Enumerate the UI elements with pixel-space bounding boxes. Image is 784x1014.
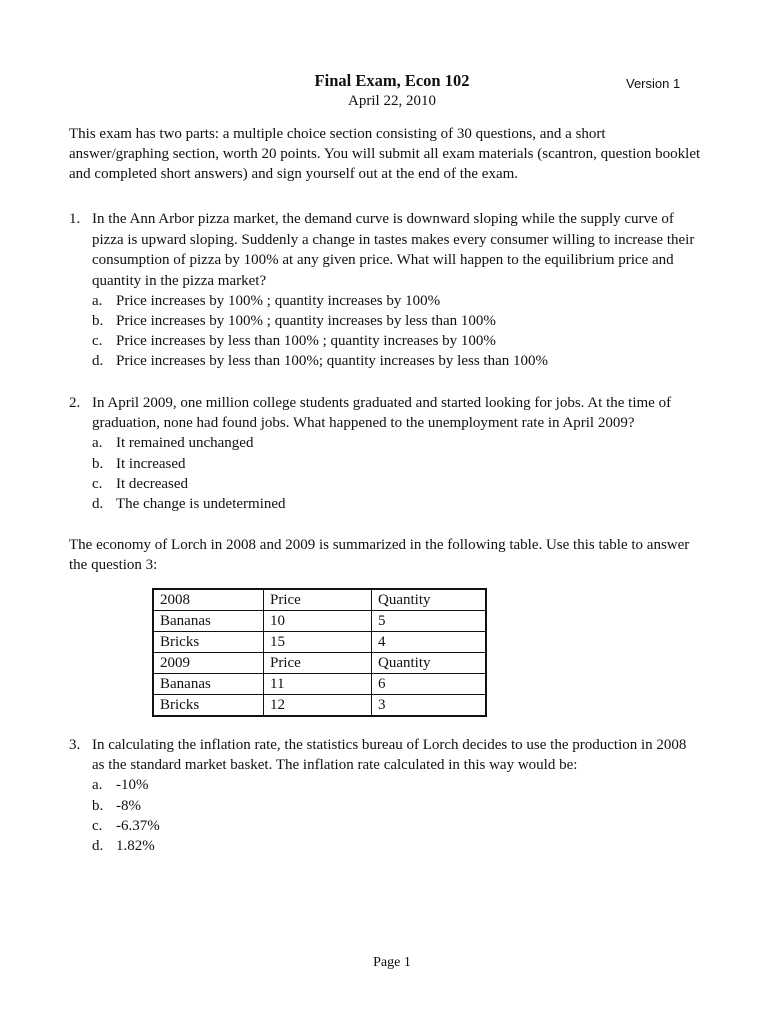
- question-number: 3.: [69, 737, 81, 753]
- option-letter: a.: [92, 435, 103, 451]
- question-text-line: graduation, none had found jobs. What happened to the unemployment rate in April 2009?: [92, 415, 635, 431]
- table-cell: Price: [264, 653, 372, 674]
- option-letter: d.: [92, 353, 104, 369]
- table-cell: 2009: [153, 653, 264, 674]
- table-intro-line: The economy of Lorch in 2008 and 2009 is summarized in the following table. Use this table to answer: [69, 537, 690, 553]
- question-text-line: In the Ann Arbor pizza market, the demand curve is downward sloping while the supply curve of: [92, 211, 674, 227]
- question-number: 1.: [69, 211, 81, 227]
- table-cell: 5: [372, 611, 487, 632]
- option-text: -10%: [116, 777, 149, 793]
- table-cell: 11: [264, 674, 372, 695]
- option-text: Price increases by less than 100% ; quantity increases by 100%: [116, 333, 496, 349]
- table-row: [153, 589, 486, 611]
- table-cell: 4: [372, 632, 487, 653]
- option-text: The change is undetermined: [116, 496, 286, 512]
- lorch-economy-table: [152, 588, 487, 717]
- option-text: It remained unchanged: [116, 435, 254, 451]
- table-cell: 3: [372, 695, 487, 717]
- exam-instructions: This exam has two parts: a multiple choice section consisting of 30 questions, and a short answer/graphing section, worth 20 points. You will submit all exam materials (scantron, question booklet and completed short answers) and sign yourself out at the end of the exam.: [69, 126, 701, 182]
- table-cell: Quantity: [372, 653, 487, 674]
- page-number: Page 1: [373, 955, 411, 970]
- table-intro-line: the question 3:: [69, 557, 158, 573]
- table-row: [153, 611, 486, 632]
- table-cell: Bricks: [153, 695, 264, 717]
- table-cell: 10: [264, 611, 372, 632]
- option-letter: a.: [92, 777, 103, 793]
- table-cell: 6: [372, 674, 487, 695]
- option-text: Price increases by 100% ; quantity increases by less than 100%: [116, 313, 496, 329]
- question-text-line: In calculating the inflation rate, the statistics bureau of Lorch decides to use the production in 2008: [92, 737, 687, 753]
- option-letter: c.: [92, 476, 103, 492]
- question-text-line: as the standard market basket. The inflation rate calculated in this way would be:: [92, 757, 578, 773]
- option-letter: d.: [92, 496, 104, 512]
- question-text-line: quantity in the pizza market?: [92, 273, 267, 289]
- option-letter: c.: [92, 818, 103, 834]
- option-letter: d.: [92, 838, 104, 854]
- option-text: It decreased: [116, 476, 189, 492]
- version-label: Version 1: [626, 76, 681, 91]
- question-number: 2.: [69, 395, 81, 411]
- table-cell: 2008: [153, 589, 264, 611]
- option-text: It increased: [116, 456, 186, 472]
- option-text: 1.82%: [116, 838, 155, 854]
- table-cell: Bricks: [153, 632, 264, 653]
- question-text-line: pizza is upward sloping. Suddenly a change in tastes makes every consumer willing to increase their: [92, 232, 695, 248]
- table-cell: Price: [264, 589, 372, 611]
- option-letter: c.: [92, 333, 103, 349]
- table-row: [153, 653, 486, 674]
- table-cell: Quantity: [372, 589, 487, 611]
- option-letter: a.: [92, 293, 103, 309]
- table-cell: 12: [264, 695, 372, 717]
- table-cell: Bananas: [153, 611, 264, 632]
- option-text: Price increases by less than 100%; quantity increases by less than 100%: [116, 353, 548, 369]
- option-text: -8%: [116, 798, 141, 814]
- exam-date: April 22, 2010: [348, 93, 436, 109]
- option-letter: b.: [92, 798, 104, 814]
- table-cell: Bananas: [153, 674, 264, 695]
- option-letter: b.: [92, 313, 104, 329]
- exam-title: Final Exam, Econ 102: [314, 71, 470, 90]
- table-row: [153, 632, 486, 653]
- question-text-line: consumption of pizza by 100% at any given price. What will happen to the equilibrium price and: [92, 252, 674, 268]
- option-letter: b.: [92, 456, 104, 472]
- table-row: [153, 695, 486, 717]
- option-text: -6.37%: [116, 818, 160, 834]
- option-text: Price increases by 100% ; quantity increases by 100%: [116, 293, 441, 309]
- table-cell: 15: [264, 632, 372, 653]
- question-text-line: In April 2009, one million college students graduated and started looking for jobs. At the time of: [92, 395, 672, 411]
- table-row: [153, 674, 486, 695]
